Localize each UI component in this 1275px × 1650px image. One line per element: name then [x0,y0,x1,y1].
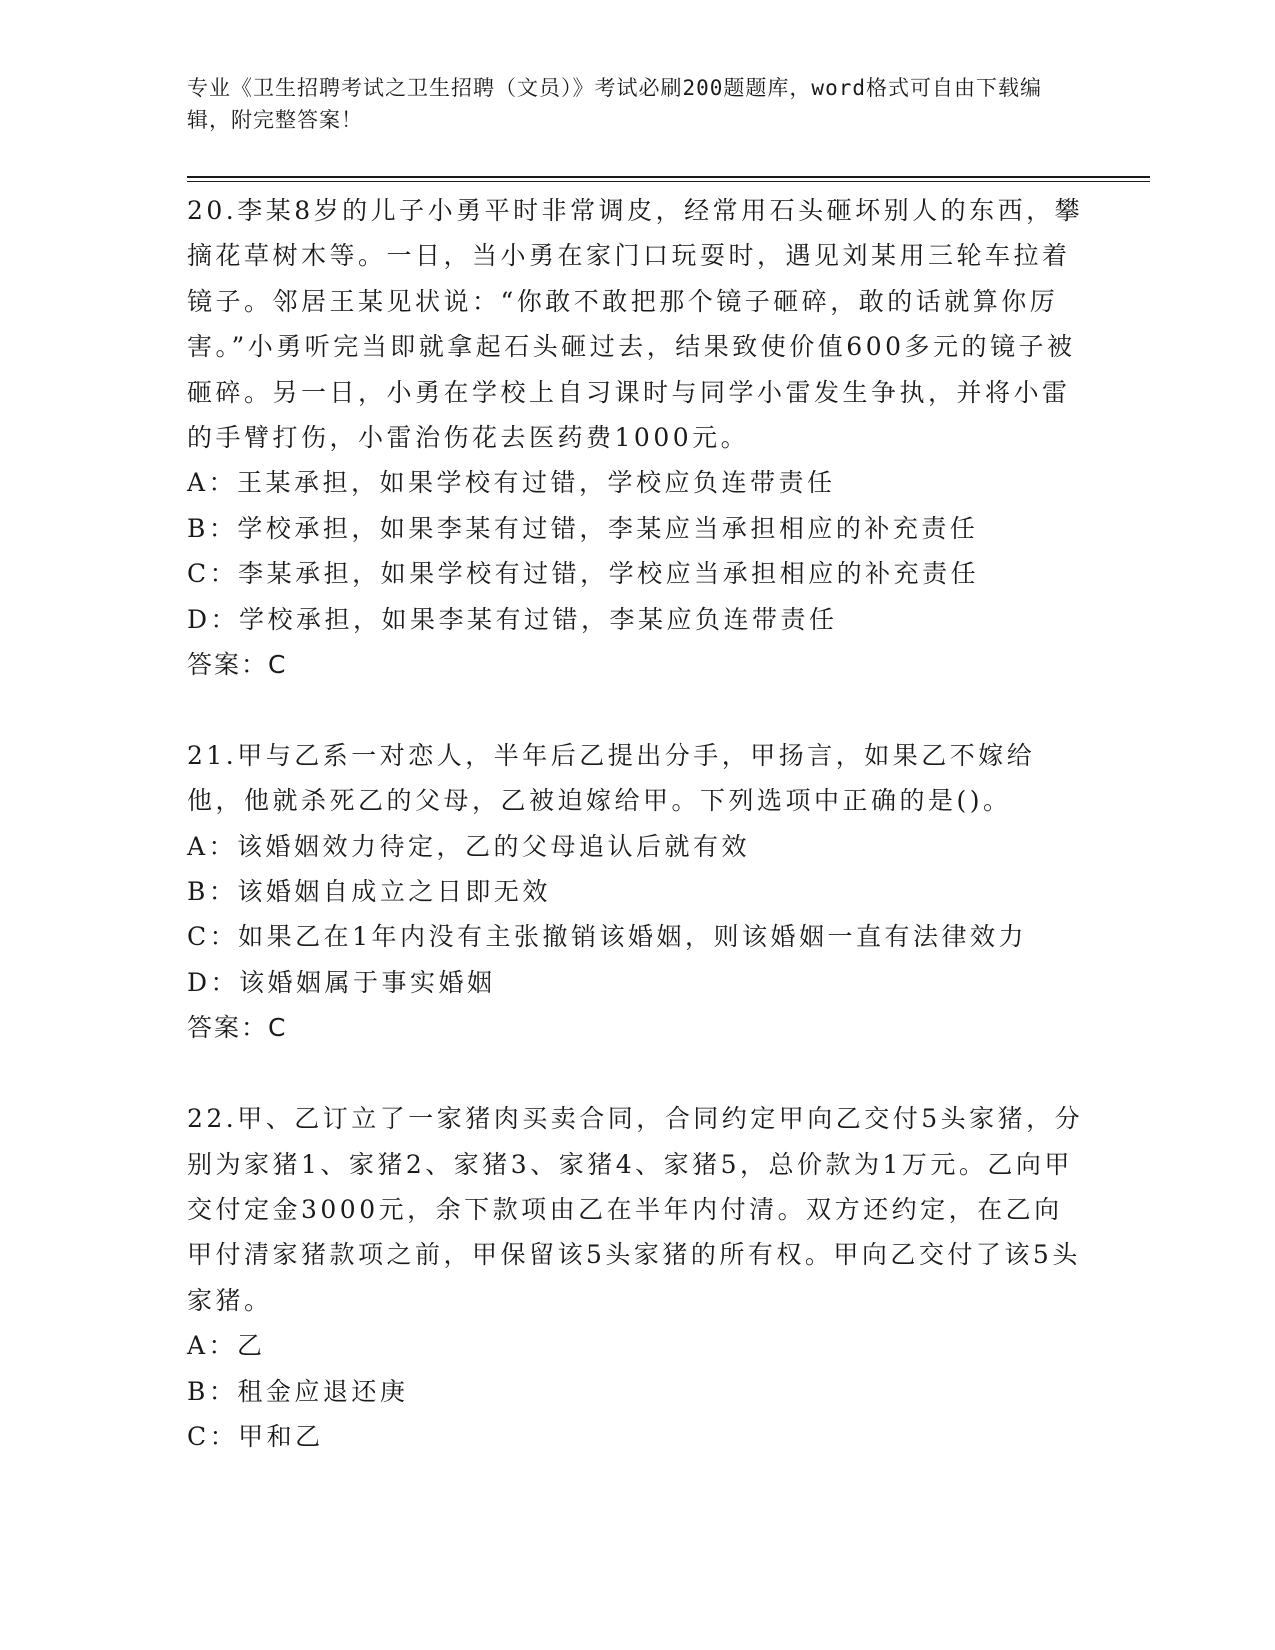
header-text: 专业《卫生招聘考试之卫生招聘（文员）》考试必刷200题题库，word格式可自由下载编辑，附完整答案！ [187,76,1042,132]
answer: 答案：C [187,1013,288,1043]
option-b: B：租金应退还庚 [187,1376,409,1406]
option-a: A：乙 [187,1331,266,1361]
option-a: A：该婚姻效力待定，乙的父母追认后就有效 [187,831,751,861]
header-divider-thin [187,181,1150,182]
header-divider-thick [187,176,1150,178]
document-header [187,72,1067,136]
option-d: D：该婚姻属于事实婚姻 [187,967,496,997]
option-b: B：该婚姻自成立之日即无效 [187,877,551,907]
option-c: C：李某承担，如果学校有过错，学校应当承担相应的补充责任 [187,559,980,589]
answer: 答案：C [187,650,288,680]
spacer [187,687,1087,732]
question-stem: 21.甲与乙系一对恋人，半年后乙提出分手，甲扬言，如果乙不嫁给他，他就杀死乙的父母，乙被迫嫁给甲。下列选项中正确的是()。 [187,740,1036,816]
option-c: C：甲和乙 [187,1421,324,1451]
option-c: C：如果乙在1年内没有主张撤销该婚姻，则该婚姻一直有法律效力 [187,922,1028,952]
option-a: A：王某承担，如果学校有过错，学校应负连带责任 [187,468,836,498]
question-22 [187,1096,1087,1459]
option-d: D：学校承担，如果李某有过错，李某应负连带责任 [187,604,838,634]
question-list [187,188,1087,1459]
question-21 [187,733,1087,1051]
option-b: B：学校承担，如果李某有过错，李某应当承担相应的补充责任 [187,513,979,543]
question-stem: 20.李某8岁的儿子小勇平时非常调皮，经常用石头砸坏别人的东西，攀摘花草树木等。一日，当小勇在家门口玩耍时，遇见刘某用三轮车拉着镜子。邻居王某见状说：“你敢不敢把那个镜子砸碎，敢的话就算你厉害。”小勇听完当即就拿起石头砸过去，结果致使价值600多元的镜子被砸碎。另一日，小勇在学校上自习课时与同学小雷发生争执，并将小雷的手臂打伤，小雷治伤花去医药费1000元。 [187,196,1084,453]
question-20 [187,188,1087,687]
question-stem: 22.甲、乙订立了一家猪肉买卖合同，合同约定甲向乙交付5头家猪，分别为家猪1、家猪2、家猪3、家猪4、家猪5，总价款为1万元。乙向甲交付定金3000元，余下款项由乙在半年内付清。双方还约定，在乙向甲付清家猪款项之前，甲保留该5头家猪的所有权。甲向乙交付了该5头家猪。 [187,1104,1084,1315]
spacer [187,1051,1087,1096]
